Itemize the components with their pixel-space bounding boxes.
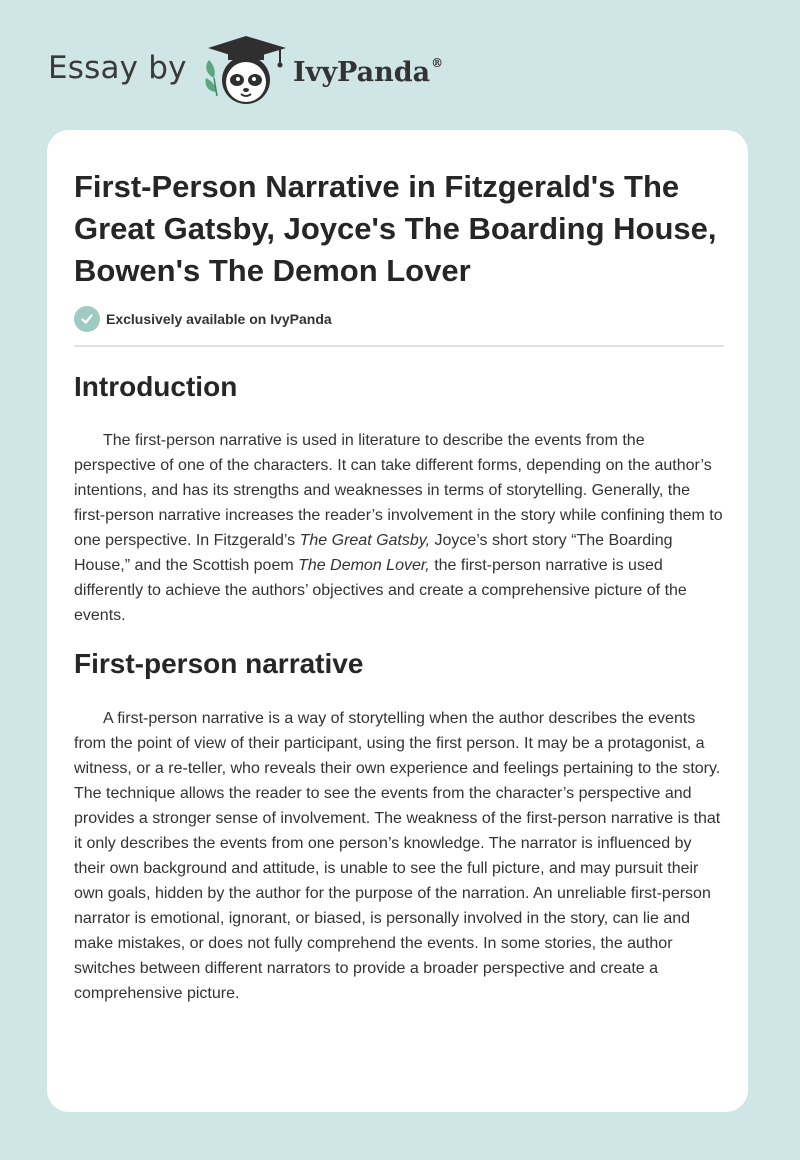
ivy-leaf-icon xyxy=(205,60,217,96)
section-heading-first-person-narrative: First-person narrative xyxy=(74,648,364,679)
italic-title-great-gatsby: The Great Gatsby, xyxy=(299,532,431,549)
brand-text: IvyPanda xyxy=(293,57,431,88)
article-card xyxy=(47,130,748,1112)
divider xyxy=(74,345,724,347)
text-span: The first-person narrative is used in literature to describe the events from the perspective of one of the characters. It can take different forms, depending on the author’s intentions, and has its strengths and weaknesses in terms of storytelling. Generally, the first-person narrative increases the reader’s involvement in the story while confining them to one perspective. In Fitzgerald’s xyxy=(74,432,723,549)
first-person-narrative-paragraph: A first-person narrative is a way of storytelling when the author describes the events from the point of view of their participant, using the first person. It may be a protagonist, a witness, or a re-teller, who reveals their own experience and feelings pertaining to the story. The technique allows the reader to see the events from the character’s perspective and provides a stronger sense of involvement. The weakness of the first-person narrative is that it only describes the events from one person’s knowledge. The narrator is influenced by their own background and attitude, is unable to see the full picture, and may pursuit their own goals, hidden by the author for the purpose of the narration. An unreliable first-person narrator is emotional, ignorant, or biased, is personally involved in the story, can lie and make mistakes, or does not fully comprehend the events. In some stories, the author switches between different narrators to provide a broader perspective and create a comprehensive picture. xyxy=(74,710,721,1002)
section-heading-introduction: Introduction xyxy=(74,371,238,402)
registered-mark: ® xyxy=(431,56,444,70)
italic-title-demon-lover: The Demon Lover, xyxy=(298,557,430,574)
exclusive-badge-label: Exclusively available on IvyPanda xyxy=(106,311,332,327)
text-span: Joyce’s short story “The Boarding House,” and the Scottish poem xyxy=(74,532,673,574)
article-title: First-Person Narrative in Fitzgerald's The Great Gatsby, Joyce's The Boarding House, Bowen's The Demon Lover xyxy=(74,169,717,288)
panda-graduation-cap-icon[interactable] xyxy=(200,30,290,110)
brand-name[interactable] xyxy=(293,56,443,88)
exclusive-badge xyxy=(74,306,332,332)
site-header xyxy=(0,0,800,130)
checkmark-icon xyxy=(74,306,100,332)
text-span: the first-person narrative is used differently to achieve the authors’ objectives and create a comprehensive picture of the events. xyxy=(74,557,687,624)
introduction-paragraph xyxy=(74,428,724,628)
essay-by-label: Essay by xyxy=(48,50,187,86)
